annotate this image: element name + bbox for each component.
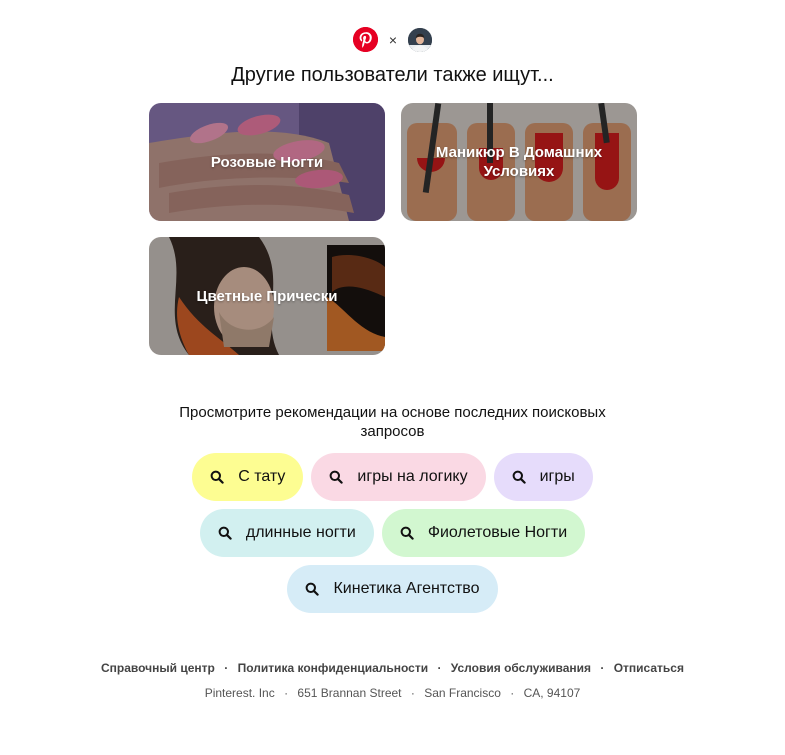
street-address: 651 Brannan Street (297, 686, 402, 700)
search-pill-label: С тату (238, 468, 286, 485)
footer-address (0, 686, 785, 700)
topic-tile-label: Розовые Ногти (210, 153, 324, 171)
topic-tile-label: Цветные Прически (196, 287, 338, 305)
search-icon (512, 470, 526, 484)
search-pill-label: игры на логику (357, 468, 468, 485)
times-sign: × (388, 31, 398, 48)
user-avatar[interactable] (408, 28, 432, 52)
search-pill-games[interactable] (494, 453, 593, 501)
search-pill-label: Фиолетовые Ногти (427, 524, 568, 541)
search-pill-purple-nails[interactable] (382, 509, 585, 557)
company-name: Pinterest. Inc (204, 686, 275, 700)
topic-tile-pink-nails[interactable] (149, 103, 385, 221)
pill-row (0, 509, 785, 557)
search-pill-tattoo[interactable] (192, 453, 303, 501)
pill-row (0, 565, 785, 613)
separator: · (510, 686, 515, 700)
pill-row (0, 453, 785, 501)
unsubscribe-link[interactable]: Отписаться (613, 661, 684, 675)
terms-of-service-link[interactable]: Условия обслуживания (450, 661, 592, 675)
search-pill-label: длинные ногти (245, 524, 356, 541)
topic-tile-label: Маникюр В Домашних Условиях (435, 144, 603, 180)
state-zip: CA, 94107 (523, 686, 581, 700)
search-icon (305, 582, 319, 596)
search-pill-long-nails[interactable] (200, 509, 374, 557)
search-pill-kinetika-agency[interactable] (287, 565, 497, 613)
search-icon (210, 470, 224, 484)
brand-row (0, 27, 785, 52)
pinterest-logo-icon[interactable] (353, 27, 378, 52)
topic-tile-home-manicure[interactable] (401, 103, 637, 221)
search-pill-label: игры (539, 468, 575, 485)
separator: · (410, 686, 415, 700)
help-center-link[interactable]: Справочный центр (101, 661, 215, 675)
separator: · (600, 661, 605, 675)
search-pill-logic-games[interactable] (311, 453, 485, 501)
privacy-policy-link[interactable]: Политика конфиденциальности (237, 661, 429, 675)
search-icon (218, 526, 232, 540)
city: San Francisco (424, 686, 501, 700)
search-icon (329, 470, 343, 484)
separator: · (224, 661, 229, 675)
topic-tile-colored-hair[interactable] (149, 237, 385, 355)
related-searches-heading: Другие пользователи также ищут... (231, 64, 554, 86)
footer-links (0, 661, 785, 675)
separator: · (284, 686, 289, 700)
search-icon (400, 526, 414, 540)
recommendations-heading: Просмотрите рекомендации на основе последних поисковых запросов (179, 404, 606, 440)
separator: · (437, 661, 442, 675)
search-pill-label: Кинетика Агентство (333, 580, 480, 597)
